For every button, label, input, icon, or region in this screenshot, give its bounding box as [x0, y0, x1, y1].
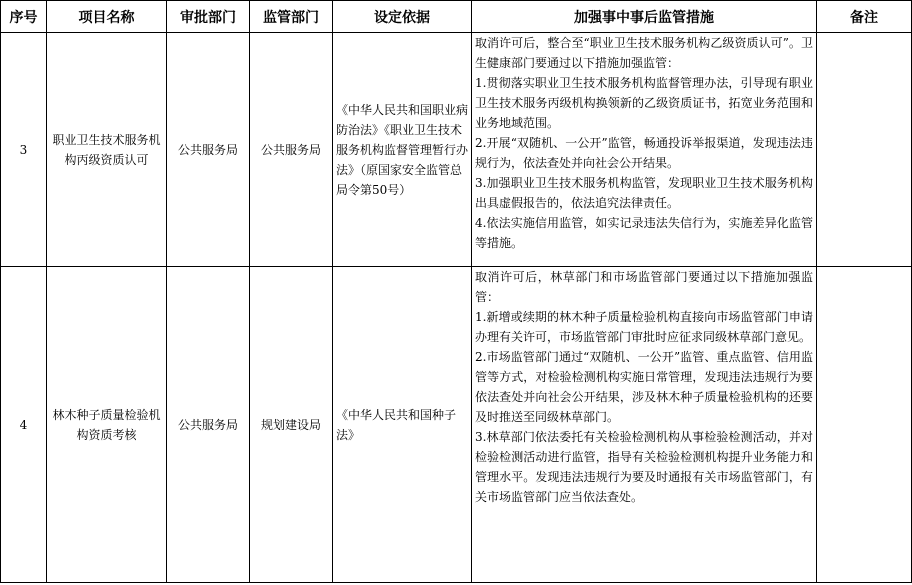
header-approval-dept: 审批部门 [167, 1, 250, 33]
row-no: 3 [1, 33, 47, 267]
measure-line: 1.贯彻落实职业卫生技术服务机构监督管理办法，引导现有职业卫生技术服务丙级机构换领新的乙级资质证书，拓宽业务范围和业务地域范围。 [475, 76, 813, 130]
row-item-name: 职业卫生技术服务机构丙级资质认可 [47, 33, 167, 267]
header-remark: 备注 [817, 1, 912, 33]
header-measures: 加强事中事后监管措施 [472, 1, 817, 33]
row-item-name: 林木种子质量检验机构资质考核 [47, 267, 167, 583]
measure-line: 取消许可后，整合至“职业卫生技术服务机构乙级资质认可”。卫生健康部门要通过以下措施加强监管： [475, 36, 813, 70]
measure-line: 2.市场监管部门通过“双随机、一公开”监管、重点监管、信用监管等方式，对检验检测机构实施日常管理，发现违法违规行为要依法查处并向社会公开结果，涉及林木种子质量检验机构的还要及时推送至同级林草部门。 [475, 350, 813, 424]
header-no: 序号 [1, 1, 47, 33]
measure-line: 4.依法实施信用监管，如实记录违法失信行为，实施差异化监管等措施。 [475, 216, 813, 250]
measure-line: 3.加强职业卫生技术服务机构监管，发现职业卫生技术服务机构出具虚假报告的，依法追究法律责任。 [475, 176, 813, 210]
header-supervision-dept: 监管部门 [250, 1, 333, 33]
measure-line: 1.新增或续期的林木种子质量检验机构直接向市场监管部门申请办理有关许可，市场监管部门审批时应征求同级林草部门意见。 [475, 310, 813, 344]
header-basis: 设定依据 [333, 1, 472, 33]
header-row [1, 1, 912, 33]
row-measures [472, 267, 817, 583]
measure-line: 3.林草部门依法委托有关检验检测机构从事检验检测活动，并对检验检测活动进行监管，指导有关检验检测机构提升业务能力和管理水平。发现违法违规行为要及时通报有关市场监管部门，有关市场监管部门应当依法查处。 [475, 430, 813, 504]
row-basis: 《中华人民共和国职业病防治法》《职业卫生技术服务机构监督管理暂行办法》（原国家安全监管总局令第50号） [333, 33, 472, 267]
row-approval-dept: 公共服务局 [167, 267, 250, 583]
row-supervision-dept: 规划建设局 [250, 267, 333, 583]
measure-line: 2.开展“双随机、一公开”监管，畅通投诉举报渠道，发现违法违规行为，依法查处并向社会公开结果。 [475, 136, 813, 170]
row-approval-dept: 公共服务局 [167, 33, 250, 267]
row-supervision-dept: 公共服务局 [250, 33, 333, 267]
header-item-name: 项目名称 [47, 1, 167, 33]
row-no: 4 [1, 267, 47, 583]
row-remark [817, 33, 912, 267]
measure-line: 取消许可后，林草部门和市场监管部门要通过以下措施加强监管： [475, 270, 813, 304]
row-remark [817, 267, 912, 583]
row-basis: 《中华人民共和国种子法》 [333, 267, 472, 583]
table-row [1, 267, 912, 583]
table-row [1, 33, 912, 267]
row-measures [472, 33, 817, 267]
